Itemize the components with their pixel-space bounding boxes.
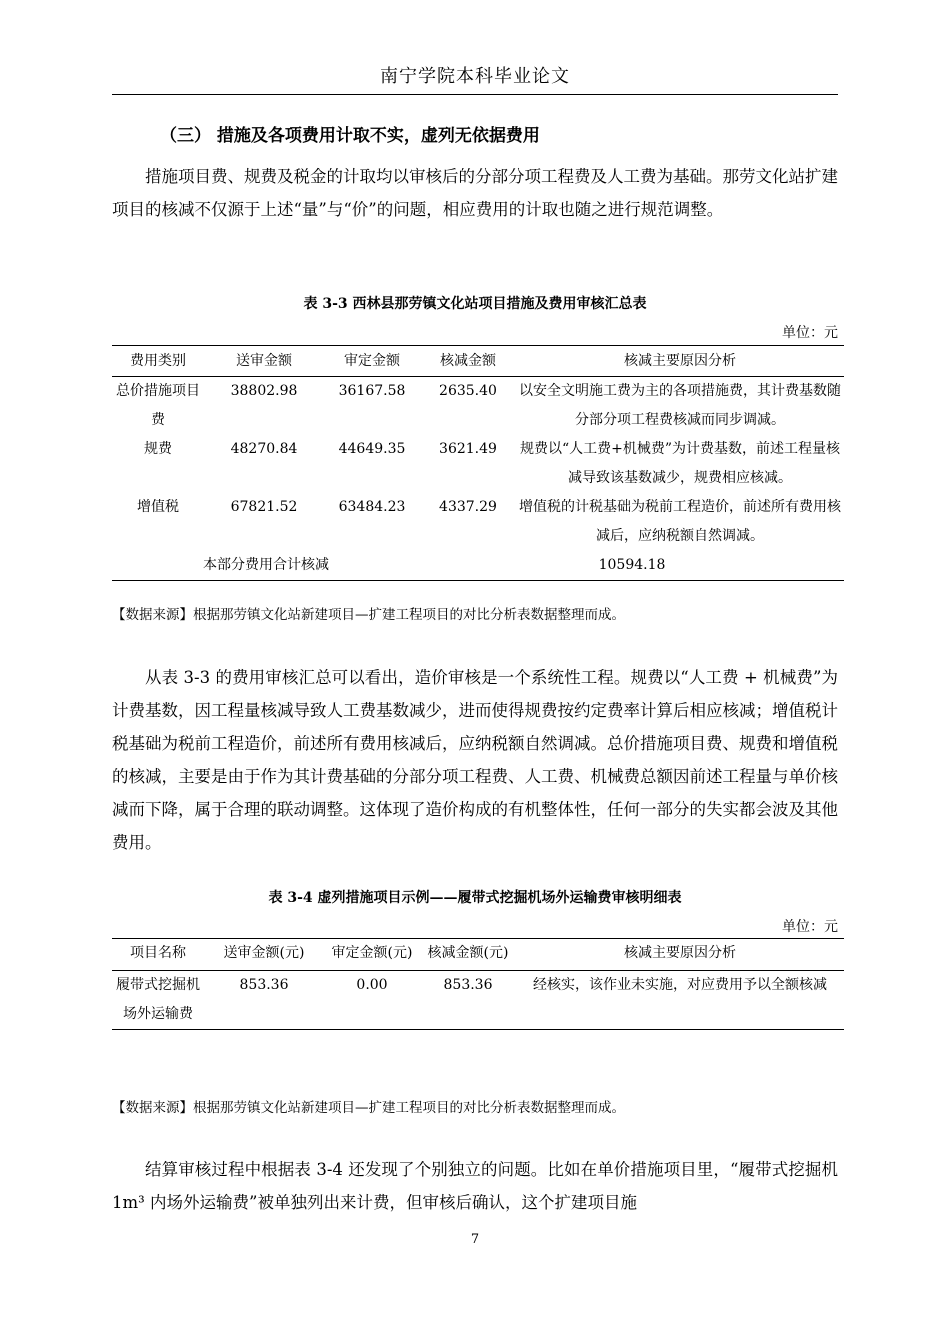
table2-header-row xyxy=(112,939,844,971)
submitted-cell: 853.36 xyxy=(239,977,289,993)
table1 xyxy=(112,345,844,581)
table2-header-cell: 项目名称 xyxy=(112,939,204,971)
page-header-title: 南宁学院本科毕业论文 xyxy=(380,66,570,87)
section-heading: （三） 措施及各项费用计取不实，虚列无依据费用 xyxy=(160,126,540,146)
table1-header-cell: 费用类别 xyxy=(112,346,204,377)
reason-cell: 规费以“人工费+机械费”为计费基数，前述工程量核减导致该基数减少，规费相应核减。 xyxy=(519,441,841,486)
reduced-cell: 3621.49 xyxy=(439,441,497,457)
table1-caption: 表 3-3 西林县那劳镇文化站项目措施及费用审核汇总表 xyxy=(303,296,647,312)
paragraph-2: 从表 3-3 的费用审核汇总可以看出，造价审核是一个系统性工程。规费以“人工费 + 机械费”为计费基数，因工程量核减导致人工费基数减少，进而使得规费按约定费率计算后相应核减；增值税计税基础为税前工程造价，前述所有费用核减后，应纳税额自然调减。总价措施项目费、规费和增值税的核减，主要是由于作为其计费基础的分部分项工程费、人工费、机械费总额因前述工程量与单价核减而下降，属于合理的联动调整。这体现了造价构成的有机整体性，任何一部分的失实都会波及其他费用。 xyxy=(112,668,838,852)
reduced-cell: 853.36 xyxy=(443,977,493,993)
table1-source-note: 【数据来源】根据那劳镇文化站新建项目—扩建工程项目的对比分析表数据整理而成。 xyxy=(112,607,625,623)
table1-header-cell: 送审金额 xyxy=(204,346,324,377)
reduced-cell: 4337.29 xyxy=(439,499,497,515)
table2-header-cell: 审定金额(元) xyxy=(324,939,420,971)
reason-cell: 以安全文明施工费为主的各项措施费，其计费基数随分部分项工程费核减而同步调减。 xyxy=(519,383,841,428)
table2-unit: 单位：元 xyxy=(782,919,838,935)
fee-type-cell: 总价措施项目费 xyxy=(116,383,200,428)
approved-cell: 44649.35 xyxy=(338,441,406,457)
table1-total-row xyxy=(112,551,844,581)
approved-cell: 63484.23 xyxy=(338,499,406,515)
paragraph-1: 措施项目费、规费及税金的计取均以审核后的分部分项工程费及人工费为基础。那劳文化站扩建项目的核减不仅源于上述“量”与“价”的问题，相应费用的计取也随之进行规范调整。 xyxy=(112,167,838,219)
approved-cell: 36167.58 xyxy=(338,383,406,399)
table1-header-cell: 审定金额 xyxy=(324,346,420,377)
fee-type-cell: 增值税 xyxy=(137,499,179,515)
page-number: 7 xyxy=(470,1232,480,1247)
reason-cell: 经核实，该作业未实施，对应费用予以全额核减 xyxy=(533,977,827,993)
submitted-cell: 48270.84 xyxy=(230,441,298,457)
table2-header-cell: 核减金额(元) xyxy=(420,939,516,971)
reduced-cell: 2635.40 xyxy=(439,383,497,399)
table2 xyxy=(112,938,844,1030)
table1-header-row xyxy=(112,346,844,377)
table-row xyxy=(112,971,844,1030)
table2-header-cell: 送审金额(元) xyxy=(204,939,324,971)
paragraph-3: 结算审核过程中根据表 3-4 还发现了个别独立的问题。比如在单价措施项目里，“履带式挖掘机 1m³ 内场外运输费”被单独列出来计费，但审核后确认，这个扩建项目施 xyxy=(112,1160,838,1212)
submitted-cell: 38802.98 xyxy=(230,383,298,399)
header-rule xyxy=(112,94,838,95)
table-row xyxy=(112,435,844,493)
submitted-cell: 67821.52 xyxy=(230,499,298,515)
total-label-cell: 本部分费用合计核减 xyxy=(203,557,329,573)
fee-type-cell: 规费 xyxy=(144,441,172,457)
item-name-cell: 履带式挖掘机场外运输费 xyxy=(116,977,200,1022)
table2-header-cell: 核减主要原因分析 xyxy=(516,939,844,971)
table1-header-cell: 核减金额 xyxy=(420,346,516,377)
total-value-cell: 10594.18 xyxy=(598,557,666,573)
table1-header-cell: 核减主要原因分析 xyxy=(516,346,844,377)
table-row xyxy=(112,377,844,436)
table-row xyxy=(112,493,844,551)
approved-cell: 0.00 xyxy=(356,977,388,993)
table1-unit: 单位：元 xyxy=(782,325,838,341)
table2-caption: 表 3-4 虚列措施项目示例——履带式挖掘机场外运输费审核明细表 xyxy=(268,890,682,906)
table2-source-note: 【数据来源】根据那劳镇文化站新建项目—扩建工程项目的对比分析表数据整理而成。 xyxy=(112,1100,625,1116)
reason-cell: 增值税的计税基础为税前工程造价，前述所有费用核减后，应纳税额自然调减。 xyxy=(519,499,841,544)
